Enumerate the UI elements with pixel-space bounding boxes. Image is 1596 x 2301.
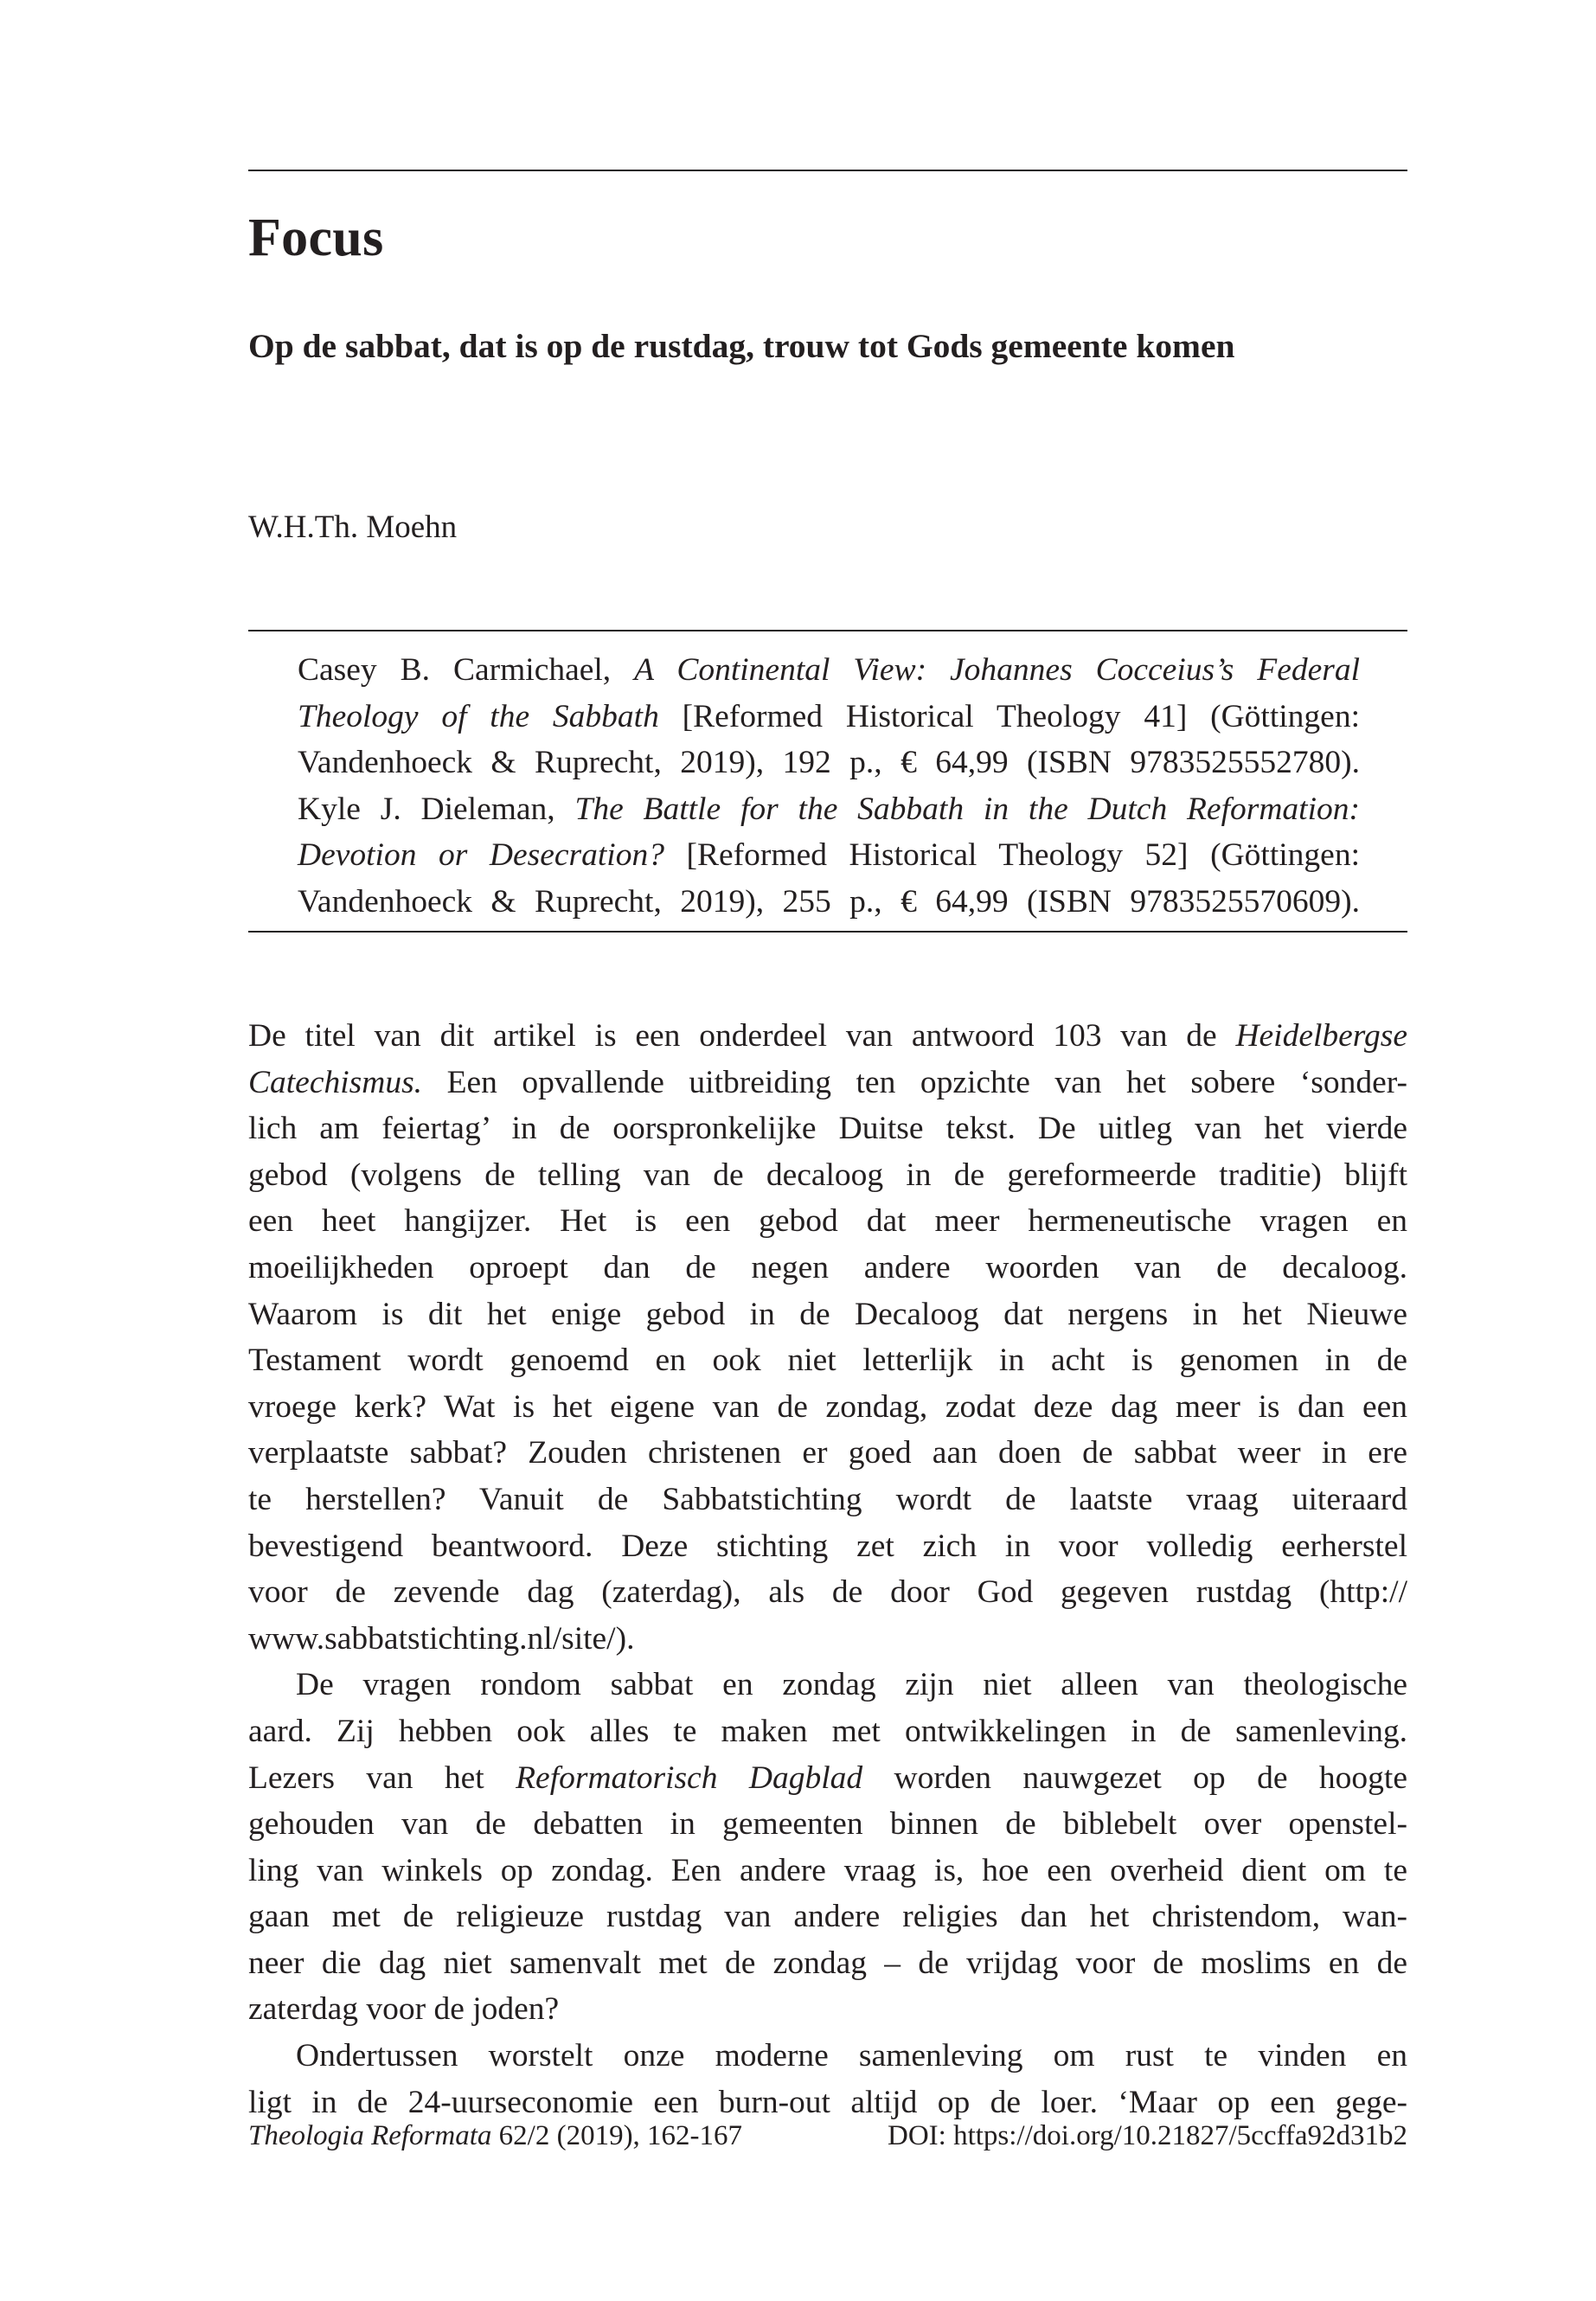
body-line: Waarom is dit het enige gebod in de Decaloog dat nergens in het Nieuwe xyxy=(248,1296,1407,1332)
reviewed-books-block xyxy=(298,647,1360,925)
body-line: gaan met de religieuze rustdag van andere religies dan het christendom, wan- xyxy=(248,1899,1407,1935)
body-line: een heet hangijzer. Het is een gebod dat meer hermeneutische vragen en xyxy=(248,1203,1407,1240)
review-line: Vandenhoeck & Ruprecht, 2019), 255 p., € 64,99 (ISBN 9783525570609). xyxy=(298,883,1360,920)
body-line: De vragen rondom sabbat en zondag zijn niet alleen van theologische xyxy=(296,1667,1407,1703)
review-top-rule xyxy=(248,630,1407,631)
article-title: Op de sabbat, dat is op de rustdag, trouw tot Gods gemeente komen xyxy=(248,327,1235,365)
review-line: Devotion or Desecration? [Reformed Historical Theology 52] (Göttingen: xyxy=(298,837,1360,873)
body-line: Lezers van het Reformatorisch Dagblad worden nauwgezet op de hoogte xyxy=(248,1759,1407,1796)
review-bottom-rule xyxy=(248,931,1407,933)
body-line: De titel van dit artikel is een onderdeel van antwoord 103 van de Heidelbergse xyxy=(248,1018,1407,1054)
body-line: ling van winkels op zondag. Een andere vraag is, hoe een overheid dient om te xyxy=(248,1852,1407,1888)
body-line: moeilijkheden oproept dan de negen andere woorden van de decaloog. xyxy=(248,1249,1407,1285)
author-name: W.H.Th. Moehn xyxy=(248,510,458,545)
footer-citation: Theologia Reformata 62/2 (2019), 162-167 xyxy=(248,2120,743,2151)
body-line: aard. Zij hebben ook alles te maken met ontwikkelingen in de samenleving. xyxy=(248,1713,1407,1749)
body-line: verplaatste sabbat? Zouden christenen er goed aan doen de sabbat weer in ere xyxy=(248,1435,1407,1471)
review-line: Vandenhoeck & Ruprecht, 2019), 192 p., € 64,99 (ISBN 9783525552780). xyxy=(298,745,1360,780)
body-line: Testament wordt genoemd en ook niet letterlijk in acht is genomen in de xyxy=(248,1343,1407,1379)
body-line: bevestigend beantwoord. Deze stichting zet zich in voor volledig eerherstel xyxy=(248,1528,1407,1564)
body-line: lich am feiertag’ in de oorspronkelijke Duitse tekst. De uitleg van het vierde xyxy=(248,1111,1407,1147)
section-title: Focus xyxy=(248,208,384,267)
footer-doi[interactable]: DOI: https://doi.org/10.21827/5ccffa92d31b2 xyxy=(888,2120,1407,2151)
review-line: Casey B. Carmichael, A Continental View: Johannes Cocceius’s Federal xyxy=(298,652,1360,688)
body-line: Catechismus. Een opvallende uitbreiding ten opzichte van het sobere ‘sonder- xyxy=(248,1064,1407,1100)
body-line: voor de zevende dag (zaterdag), als de door God gegeven rustdag (http:// xyxy=(248,1574,1407,1611)
body-line: vroege kerk? Wat is het eigene van de zondag, zodat deze dag meer is dan een xyxy=(248,1388,1407,1425)
body-line: ligt in de 24-uurseconomie een burn-out altijd op de loer. ‘Maar op een gege- xyxy=(248,2084,1407,2120)
body-line: www.sabbatstichting.nl/site/). xyxy=(248,1620,635,1657)
body-line: te herstellen? Vanuit de Sabbatstichting wordt de laatste vraag uiteraard xyxy=(248,1481,1407,1517)
body-line: gebod (volgens de telling van de decaloog in de gereformeerde traditie) blijft xyxy=(248,1157,1407,1193)
review-line: Kyle J. Dieleman, The Battle for the Sabbath in the Dutch Reformation: xyxy=(298,791,1360,827)
body-line: gehouden van de debatten in gemeenten binnen de biblebelt over openstel- xyxy=(248,1806,1407,1843)
body-line: Ondertussen worstelt onze moderne samenleving om rust te vinden en xyxy=(296,2038,1407,2074)
body-line: zaterdag voor de joden? xyxy=(248,1991,560,2028)
review-line: Theology of the Sabbath [Reformed Historical Theology 41] (Göttingen: xyxy=(298,698,1360,734)
body-line: neer die dag niet samenvalt met de zondag – de vrijdag voor de moslims en de xyxy=(248,1945,1407,1981)
top-rule xyxy=(248,170,1407,171)
article-body xyxy=(248,1013,1407,2125)
